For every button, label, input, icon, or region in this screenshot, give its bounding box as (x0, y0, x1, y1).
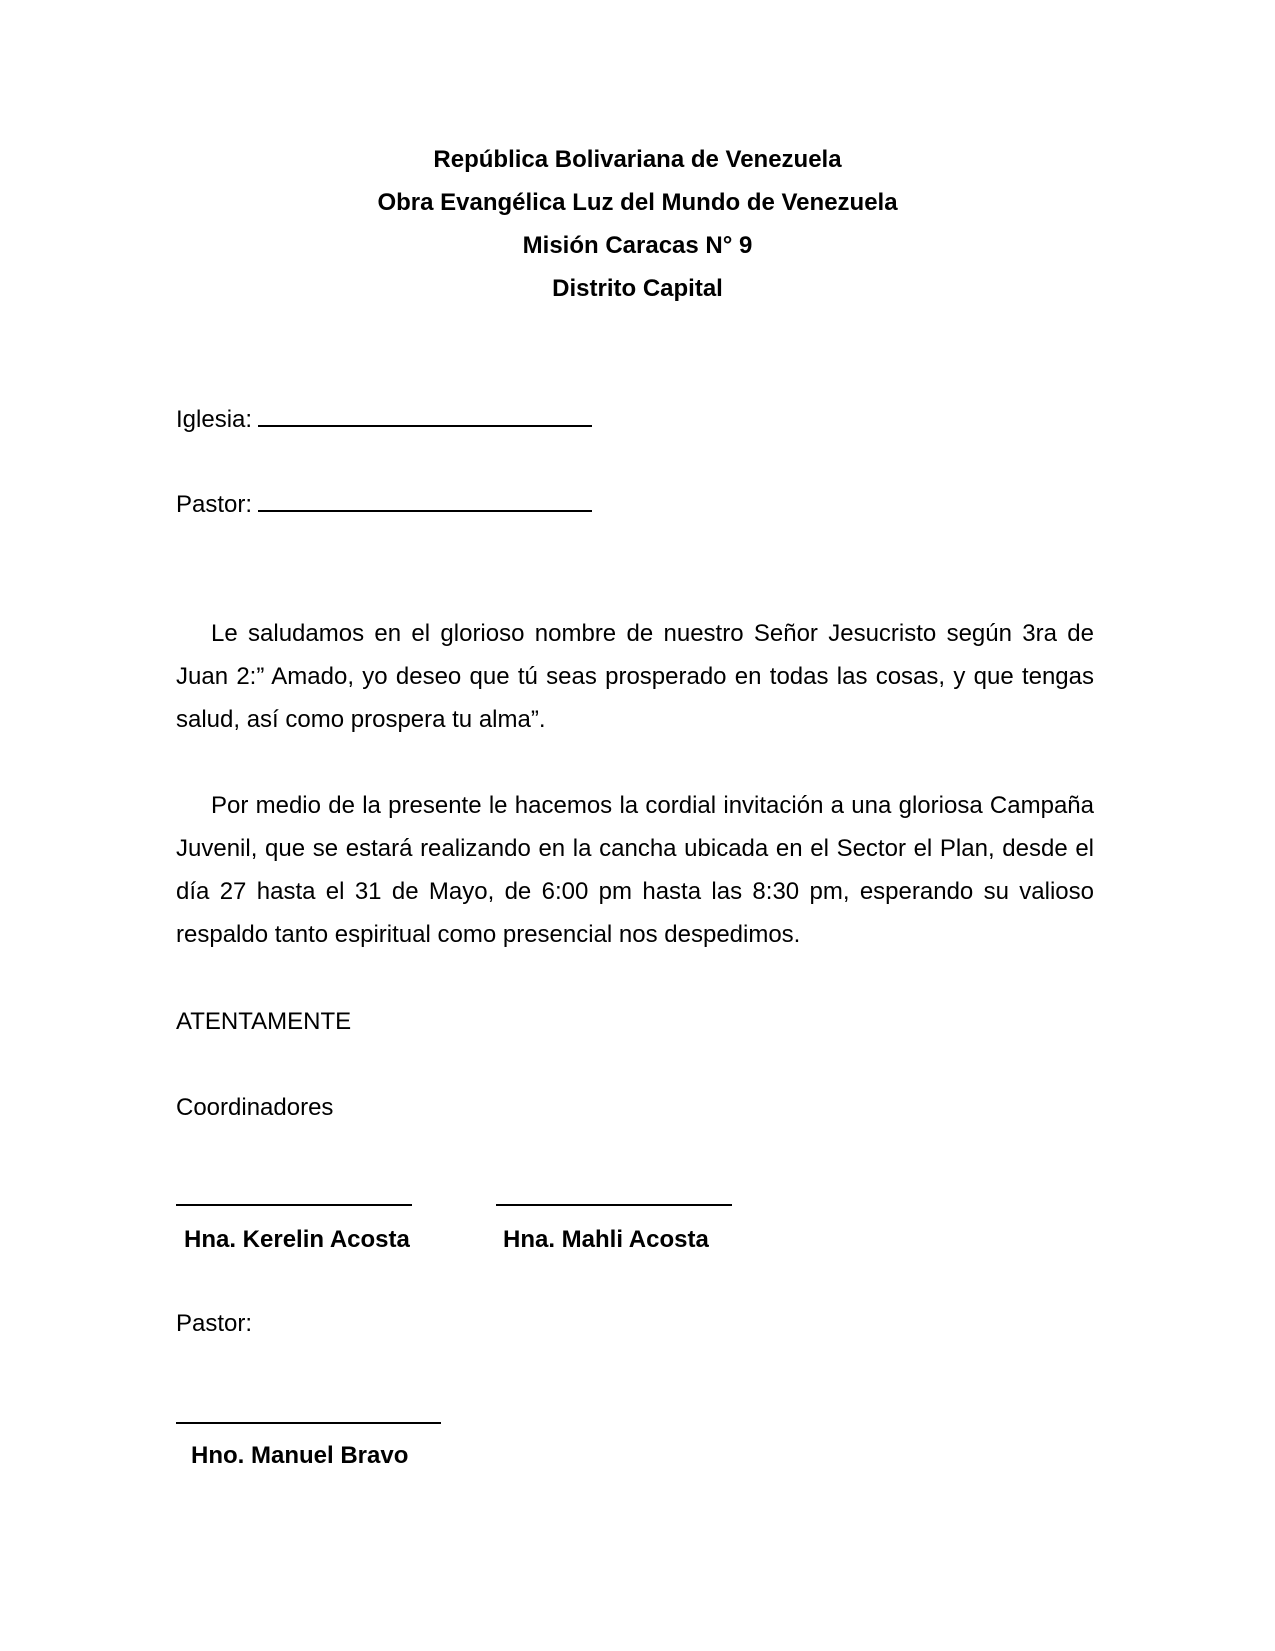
header-country: República Bolivariana de Venezuela (433, 146, 842, 173)
closing-pastor-label: Pastor: (176, 1310, 253, 1337)
signature-name-pastor: Hno. Manuel Bravo (191, 1442, 409, 1469)
closing-coordinadores: Coordinadores (176, 1094, 334, 1121)
greeting-paragraph: Le saludamos en el glorioso nombre de nuestro Señor Jesucristo según 3ra de Juan 2:” Amado, yo deseo que tú seas prosperado en todas las cosas, y que tengas salud, así como prospera tu alma”. (176, 620, 1094, 733)
signature-line-pastor (176, 1422, 441, 1424)
header-district: Distrito Capital (552, 275, 723, 302)
iglesia-field (176, 403, 592, 435)
invitation-paragraph: Por medio de la presente le hacemos la cordial invitación a una gloriosa Campaña Juvenil, que se estará realizando en la cancha ubicada en el Sector el Plan, desde el día 27 hasta el 31 de Mayo, de 6:00 pm hasta las 8:30 pm, esperando su valioso respaldo tanto espiritual como presencial nos despedimos. (176, 792, 1094, 948)
header-organization: Obra Evangélica Luz del Mundo de Venezuela (377, 189, 898, 216)
iglesia-label: Iglesia: (176, 406, 253, 433)
closing-atentamente: ATENTAMENTE (176, 1008, 352, 1035)
pastor-blank-line (258, 488, 592, 512)
header-mission: Misión Caracas N° 9 (522, 232, 753, 259)
signature-name-coordinator1: Hna. Kerelin Acosta (184, 1226, 410, 1253)
signature-line-coordinator2 (496, 1204, 732, 1206)
signature-name-coordinator2: Hna. Mahli Acosta (503, 1226, 709, 1253)
pastor-label: Pastor: (176, 491, 253, 518)
signature-line-coordinator1 (176, 1204, 412, 1206)
pastor-field (176, 488, 592, 520)
iglesia-blank-line (258, 403, 592, 427)
